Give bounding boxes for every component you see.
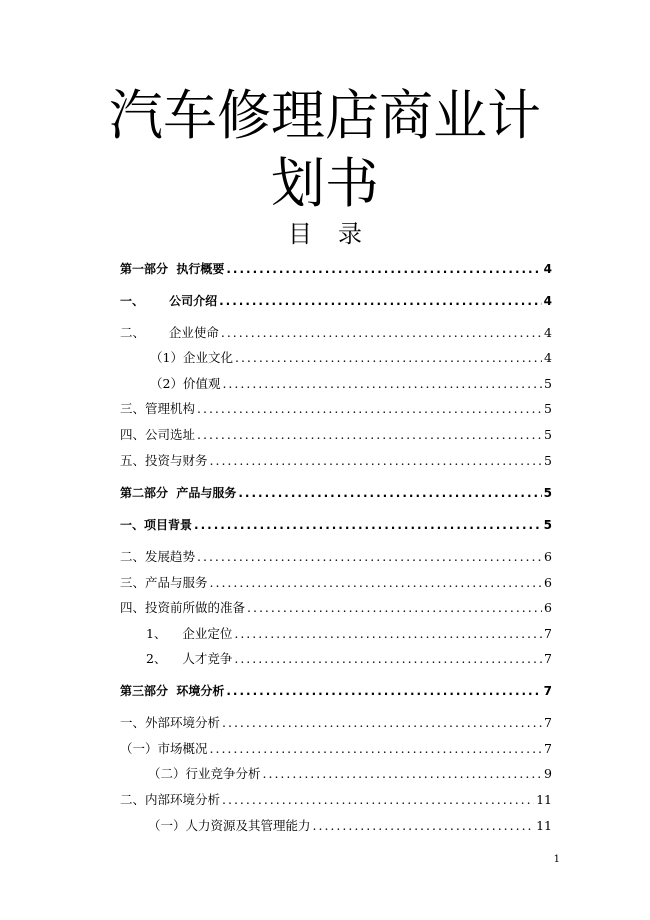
toc-leader-dots [194, 515, 542, 535]
toc-entry-hr[interactable] [148, 816, 552, 836]
toc-entry-background[interactable] [120, 515, 552, 535]
toc-entry-page: 5 [544, 401, 552, 416]
toc-entry-page: 4 [544, 350, 552, 365]
toc-entry-label: 四、投资前所做的准备 [120, 600, 246, 615]
toc-entry-culture[interactable] [150, 348, 552, 368]
toc-entry-values[interactable] [150, 374, 552, 394]
toc-leader-dots [222, 790, 534, 810]
document-title-line-1: 汽车修理店商业计 [109, 84, 541, 147]
toc-leader-dots [222, 713, 542, 733]
toc-leader-dots [222, 374, 542, 394]
toc-entry-page: 11 [536, 792, 552, 807]
toc-entry-internal[interactable] [120, 790, 552, 810]
toc-entry-part-3[interactable] [120, 681, 552, 701]
toc-entry-label: 2、 人才竞争 [146, 651, 233, 666]
toc-entry-label: （二）行业竞争分析 [148, 766, 261, 781]
toc-entry-label: 第二部分 产品与服务 [120, 486, 237, 500]
toc-leader-dots [313, 816, 535, 836]
page-number: 1 [553, 854, 560, 865]
toc-entry-label: 二、内部环境分析 [120, 792, 221, 807]
toc-leader-dots [234, 624, 542, 644]
toc-entry-page: 6 [544, 549, 552, 564]
toc-entry-label: 第三部分 环境分析 [120, 684, 225, 698]
toc-entry-page: 5 [544, 453, 552, 468]
toc-entry-label: （一）人力资源及其管理能力 [148, 818, 311, 833]
toc-leader-dots [210, 739, 542, 759]
toc-entry-finance[interactable] [120, 451, 552, 471]
toc-entry-external[interactable] [120, 713, 552, 733]
toc-entry-part-2[interactable] [120, 483, 552, 503]
toc-entry-page: 6 [544, 575, 552, 590]
toc-entry-label: 一、外部环境分析 [120, 715, 221, 730]
toc-leader-dots [234, 649, 542, 669]
toc-entry-label: 一、项目背景 [120, 518, 193, 532]
toc-entry-page: 5 [544, 376, 552, 391]
toc-leader-dots [263, 764, 542, 784]
toc-entry-label: 三、产品与服务 [120, 575, 208, 590]
toc-leader-dots [221, 323, 542, 343]
toc-entry-label: （一）市场概况 [120, 741, 208, 756]
toc-entry-location[interactable] [120, 425, 552, 445]
toc-entry-page: 4 [544, 325, 552, 340]
toc-leader-dots [238, 483, 541, 503]
toc-entry-page: 4 [543, 294, 552, 308]
toc-entry-page: 7 [544, 715, 552, 730]
toc-leader-dots [219, 291, 542, 311]
toc-leader-dots [197, 547, 542, 567]
toc-entry-competition[interactable] [148, 764, 552, 784]
toc-entry-products[interactable] [120, 573, 552, 593]
toc-entry-page: 7 [544, 651, 552, 666]
toc-entry-positioning[interactable] [146, 624, 552, 644]
toc-entry-label: （2）价值观 [150, 376, 221, 391]
toc-entry-label: 一、 公司介绍 [120, 294, 218, 308]
toc-entry-label: 二、发展趋势 [120, 549, 196, 564]
toc-entry-label: 1、 企业定位 [146, 626, 233, 641]
toc-entry-page: 5 [544, 427, 552, 442]
toc-entry-page: 7 [543, 684, 552, 698]
toc-entry-label: 五、投资与财务 [120, 453, 208, 468]
toc-leader-dots [197, 399, 542, 419]
toc-entry-page: 7 [544, 741, 552, 756]
toc-entry-mission[interactable] [120, 323, 552, 343]
toc-entry-market[interactable] [120, 739, 552, 759]
toc-entry-management[interactable] [120, 399, 552, 419]
toc-leader-dots [226, 681, 541, 701]
toc-entry-page: 11 [536, 818, 552, 833]
toc-entry-label: （1）企业文化 [150, 350, 233, 365]
toc-entry-label: 第一部分 执行概要 [120, 262, 225, 276]
toc-entry-trends[interactable] [120, 547, 552, 567]
toc-leader-dots [210, 451, 542, 471]
toc-leader-dots [226, 259, 541, 279]
toc-entry-talent[interactable] [146, 649, 552, 669]
document-title-line-2: 划书 [271, 152, 379, 215]
toc-entry-page: 4 [543, 262, 552, 276]
toc-leader-dots [197, 425, 542, 445]
toc-entry-preparation[interactable] [120, 598, 552, 618]
toc-entry-label: 三、管理机构 [120, 401, 196, 416]
toc-entry-page: 5 [543, 486, 552, 500]
toc-entry-company-intro[interactable] [120, 291, 552, 311]
toc-leader-dots [247, 598, 542, 618]
toc-entry-part-1[interactable] [120, 259, 552, 279]
toc-entry-page: 7 [544, 626, 552, 641]
toc-entry-page: 6 [544, 600, 552, 615]
toc-leader-dots [210, 573, 542, 593]
toc-entry-label: 二、 企业使命 [120, 325, 219, 340]
toc-leader-dots [235, 348, 542, 368]
toc-heading: 目录 [288, 220, 388, 248]
toc-entry-label: 四、公司选址 [120, 427, 196, 442]
toc-entry-page: 5 [543, 518, 552, 532]
toc-entry-page: 9 [544, 766, 552, 781]
